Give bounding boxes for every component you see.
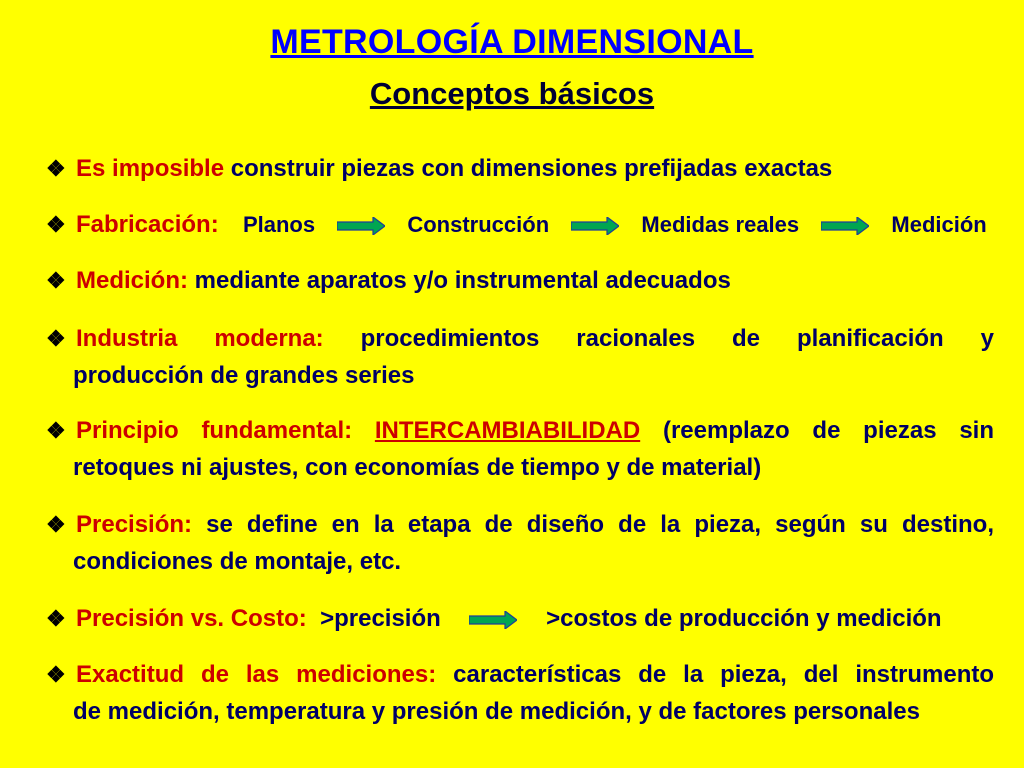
bullet-8-label: Exactitud de las mediciones: [76, 661, 437, 688]
flow-step-medidas-reales: Medidas reales [641, 212, 800, 237]
diamond-bullet-icon: ❖ [46, 418, 66, 443]
bullet-item-1 [46, 150, 994, 187]
bullet-5-continuation: retoques ni ajustes, con economías de tiempo y de material) [73, 454, 762, 481]
bullet-3-label: Medición: [76, 267, 188, 294]
page-subtitle: Conceptos básicos [369, 76, 655, 111]
bullet-8-text: características de la pieza, del instrumento [436, 661, 995, 688]
diamond-bullet-icon: ❖ [46, 662, 66, 687]
bullet-1-label: Es imposible [76, 155, 225, 182]
flow-step-construccion: Construcción [407, 212, 550, 237]
diamond-bullet-icon: ❖ [46, 156, 66, 181]
flow-step-planos: Planos [242, 212, 316, 237]
bullet-4-continuation: producción de grandes series [73, 362, 415, 389]
bullet-item-5 [46, 412, 994, 486]
bullet-item-7 [46, 600, 994, 637]
bullet-7-label: Precisión vs. Costo: [76, 605, 307, 632]
bullet-5-label: Principio fundamental: [76, 417, 353, 444]
right-arrow-icon [469, 611, 517, 629]
bullet-7-right: >costos de producción y medición [546, 605, 942, 632]
bullet-item-3 [46, 262, 994, 299]
bullet-item-2 [46, 206, 1006, 243]
diamond-bullet-icon: ❖ [46, 268, 66, 293]
bullet-4-label: Industria moderna: [76, 325, 324, 352]
bullet-1-text: construir piezas con dimensiones prefijadas exactas [224, 155, 833, 182]
bullet-6-continuation: condiciones de montaje, etc. [73, 548, 402, 575]
bullet-7-left: >precisión [320, 605, 441, 632]
diamond-bullet-icon: ❖ [46, 212, 66, 237]
bullet-5-text: (reemplazo de piezas sin [640, 417, 994, 444]
right-arrow-icon [337, 217, 385, 235]
bullet-8-continuation: de medición, temperatura y presión de medición, y de factores personales [73, 698, 920, 725]
bullet-6-text: se define en la etapa de diseño de la pieza, según su destino, [192, 511, 994, 538]
bullet-item-6 [46, 506, 994, 580]
bullet-item-4 [46, 320, 994, 394]
bullet-3-text: mediante aparatos y/o instrumental adecuados [188, 267, 731, 294]
bullet-2-label: Fabricación: [76, 211, 219, 238]
right-arrow-icon [571, 217, 619, 235]
flow-step-medicion: Medición [891, 212, 987, 237]
intercambiabilidad-term: INTERCAMBIABILIDAD [374, 417, 641, 444]
bullet-item-8 [46, 656, 994, 730]
bullet-6-label: Precisión: [76, 511, 193, 538]
page-title: METROLOGÍA DIMENSIONAL [270, 23, 754, 61]
right-arrow-icon [821, 217, 869, 235]
diamond-bullet-icon: ❖ [46, 606, 66, 631]
bullet-4-text: procedimientos racionales de planificación y [323, 325, 995, 352]
diamond-bullet-icon: ❖ [46, 326, 66, 351]
diamond-bullet-icon: ❖ [46, 512, 66, 537]
